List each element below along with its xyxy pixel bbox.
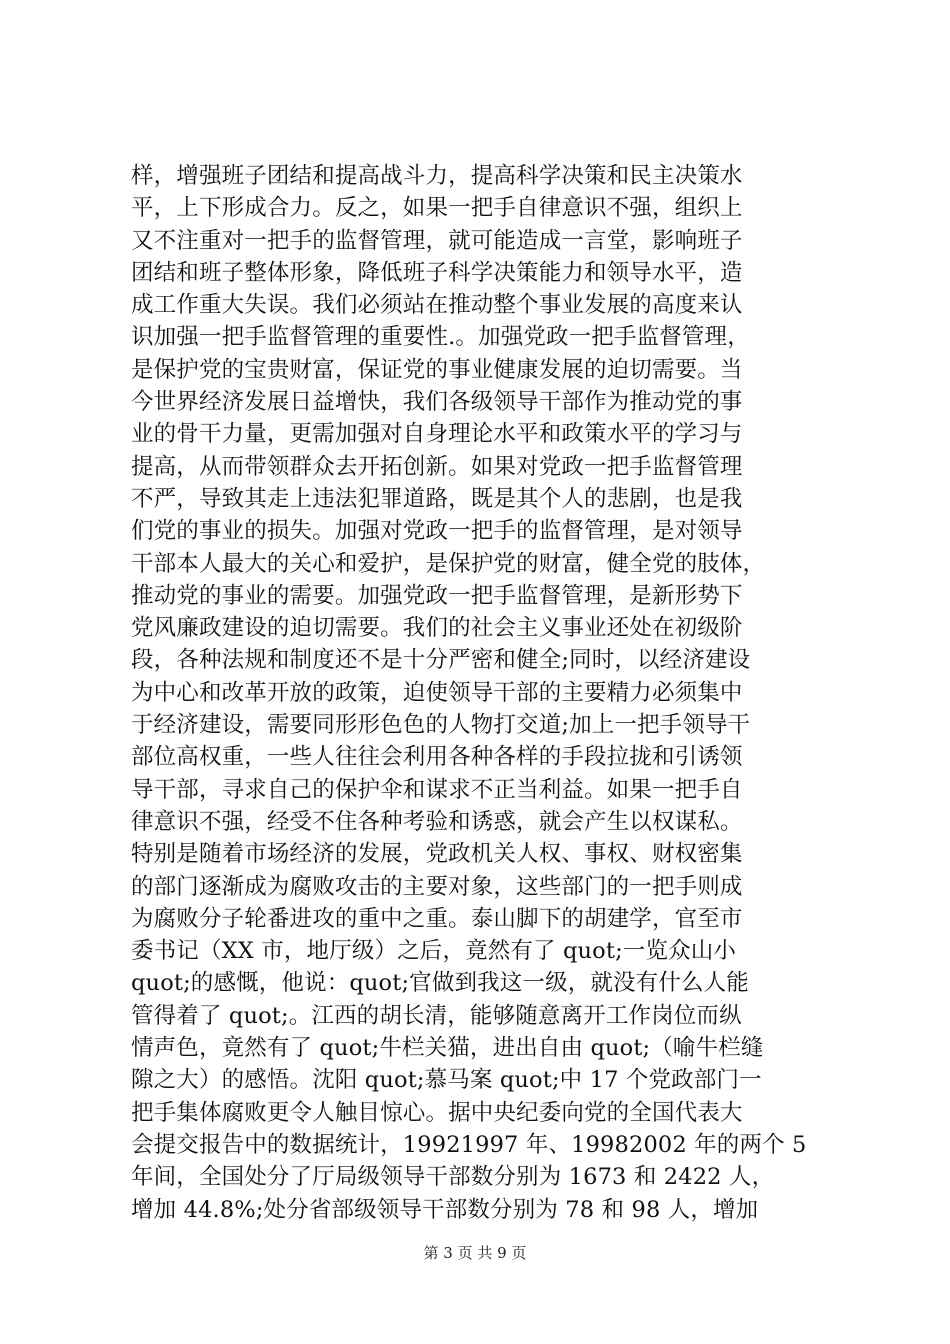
text-line: 们党的事业的损失。加强对党政一把手的监督管理，是对领导	[131, 518, 743, 545]
page-number: 第 3 页 共 9 页	[423, 1244, 527, 1262]
text-line: 段，各种法规和制度还不是十分严密和健全;同时，以经济建设	[131, 647, 751, 674]
text-line: 团结和班子整体形象，降低班子科学决策能力和领导水平，造	[131, 259, 743, 286]
text-line: 成工作重大失误。我们必须站在推动整个事业发展的高度来认	[131, 292, 743, 319]
text-line: 业的骨干力量，更需加强对自身理论水平和政策水平的学习与	[131, 421, 743, 448]
text-line: 委书记（XX 市，地厅级）之后，竟然有了 quot;一览众山小	[131, 938, 737, 965]
body-text	[131, 160, 831, 1226]
text-line: 隙之大）的感悟。沈阳 quot;慕马案 quot;中 17 个党政部门一	[131, 1067, 762, 1094]
text-line: 年间，全国处分了厅局级领导干部数分别为 1673 和 2422 人，	[131, 1164, 775, 1191]
text-line: 管得着了 quot;。江西的胡长清，能够随意离开工作岗位而纵	[131, 1002, 742, 1029]
text-line: 是保护党的宝贵财富，保证党的事业健康发展的迫切需要。当	[131, 356, 743, 383]
text-line: 样，增强班子团结和提高战斗力，提高科学决策和民主决策水	[131, 163, 743, 189]
text-line: 不严，导致其走上违法犯罪道路，既是其个人的悲剧，也是我	[131, 485, 743, 512]
text-line: 提高，从而带领群众去开拓创新。如果对党政一把手监督管理	[131, 453, 743, 480]
text-line: 今世界经济发展日益增快，我们各级领导干部作为推动党的事	[131, 389, 743, 416]
text-line: 把手集体腐败更令人触目惊心。据中央纪委向党的全国代表大	[131, 1099, 743, 1126]
text-line: 的部门逐渐成为腐败攻击的主要对象，这些部门的一把手则成	[131, 873, 743, 900]
text-line: 为腐败分子轮番进攻的重中之重。泰山脚下的胡建学，官至市	[131, 905, 743, 932]
text-line: 会提交报告中的数据统计，19921997 年、19982002 年的两个 5	[131, 1131, 807, 1158]
text-line: 识加强一把手监督管理的重要性.。加强党政一把手监督管理，	[131, 324, 750, 351]
text-line: 情声色，竟然有了 quot;牛栏关猫，进出自由 quot;（喻牛栏缝	[131, 1035, 764, 1062]
text-line: quot;的感慨，他说：quot;官做到我这一级，就没有什么人能	[131, 970, 749, 997]
text-line: 为中心和改革开放的政策，迫使领导干部的主要精力必须集中	[131, 679, 743, 706]
text-line: 推动党的事业的需要。加强党政一把手监督管理，是新形势下	[131, 582, 743, 609]
page-footer	[0, 1243, 950, 1263]
text-line: 于经济建设，需要同形形色色的人物打交道;加上一把手领导干	[131, 712, 751, 739]
text-line: 部位高权重，一些人往往会利用各种各样的手段拉拢和引诱领	[131, 744, 743, 771]
text-line: 导干部，寻求自己的保护伞和谋求不正当利益。如果一把手自	[131, 776, 743, 803]
text-line: 增加 44.8%;处分省部级领导干部数分别为 78 和 98 人，增加	[131, 1196, 759, 1223]
text-line: 特别是随着市场经济的发展，党政机关人权、事权、财权密集	[131, 841, 743, 868]
text-line: 平，上下形成合力。反之，如果一把手自律意识不强，组织上	[131, 195, 743, 222]
text-line: 干部本人最大的关心和爱护，是保护党的财富，健全党的肢体，	[131, 550, 766, 577]
text-line: 律意识不强，经受不住各种考验和诱惑，就会产生以权谋私。	[131, 808, 743, 835]
text-line: 党风廉政建设的迫切需要。我们的社会主义事业还处在初级阶	[131, 615, 743, 642]
text-line: 又不注重对一把手的监督管理，就可能造成一言堂，影响班子	[131, 227, 743, 254]
